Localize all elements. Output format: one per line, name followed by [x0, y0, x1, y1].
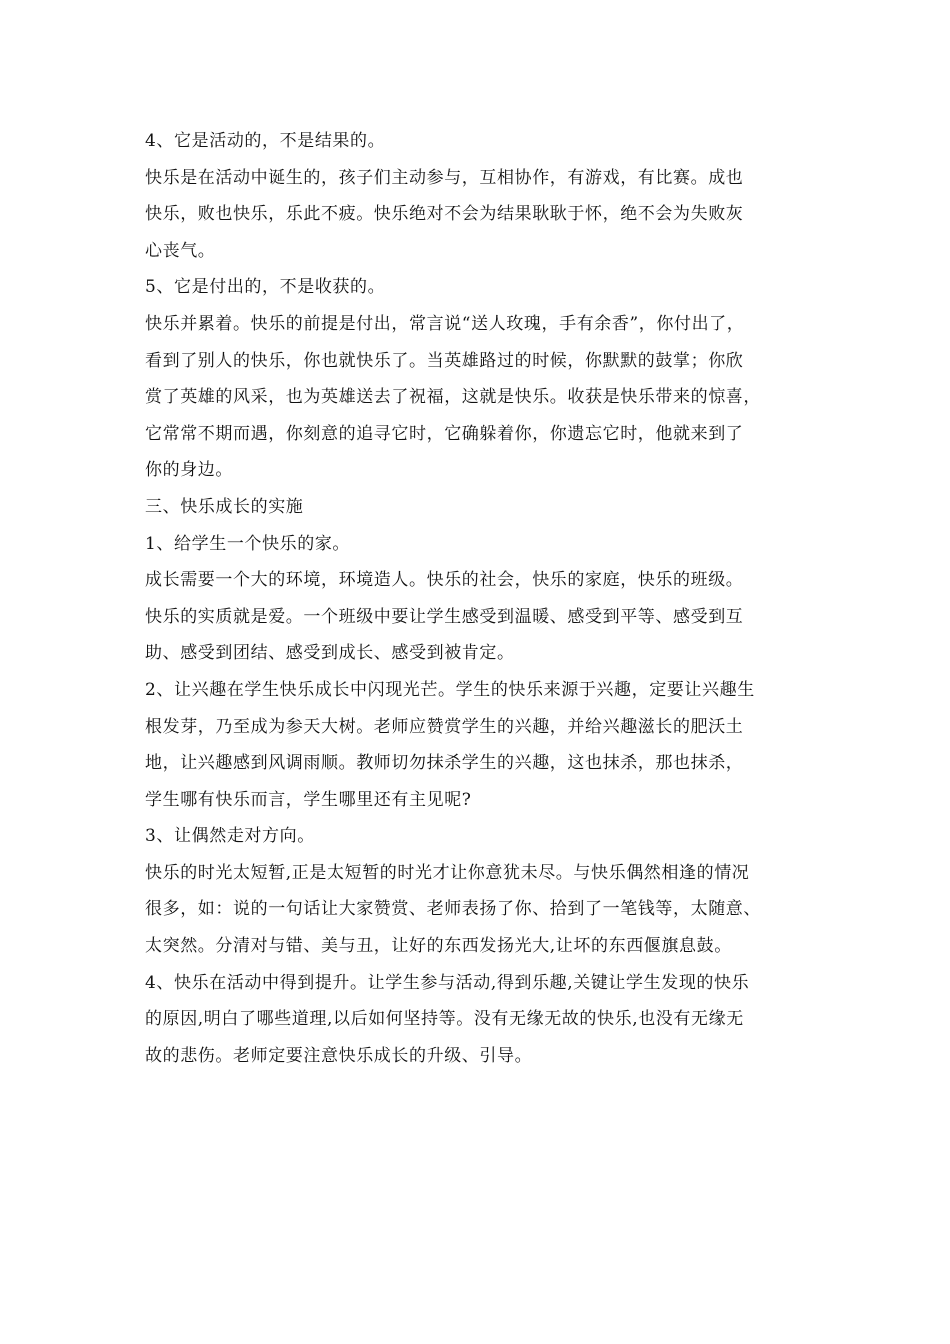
text-line: 的原因,明白了哪些道理,以后如何坚持等。没有无缘无故的快乐,也没有无缘无 — [145, 1009, 744, 1030]
text-line: 快乐的实质就是爱。一个班级中要让学生感受到温暖、感受到平等、感受到互 — [145, 606, 744, 627]
text-line: 4、快乐在活动中得到提升。让学生参与活动,得到乐趣,关键让学生发现的快乐 — [145, 972, 750, 993]
text-line: 5、它是付出的，不是收获的。 — [145, 277, 386, 298]
text-line: 3、让偶然走对方向。 — [145, 826, 315, 847]
text-line: 成长需要一个大的环境，环境造人。快乐的社会，快乐的家庭，快乐的班级。 — [145, 570, 744, 591]
text-line: 故的悲伤。老师定要注意快乐成长的升级、引导。 — [145, 1045, 533, 1066]
text-line: 快乐的时光太短暂,正是太短暂的时光才让你意犹未尽。与快乐偶然相逢的情况 — [145, 862, 750, 883]
text-line: 快乐，败也快乐，乐此不疲。快乐绝对不会为结果耿耿于怀，绝不会为失败灰 — [145, 204, 744, 225]
document-body — [145, 123, 825, 1074]
text-line: 学生哪有快乐而言，学生哪里还有主见呢? — [145, 789, 472, 810]
text-line: 心丧气。 — [145, 240, 216, 261]
text-line: 很多，如：说的一句话让大家赞赏、老师表扬了你、拾到了一笔钱等，太随意、 — [145, 899, 761, 920]
text-line: 根发芽，乃至成为参天大树。老师应赞赏学生的兴趣，并给兴趣滋长的肥沃土 — [145, 716, 744, 737]
text-line: 太突然。分清对与错、美与丑，让好的东西发扬光大,让坏的东西偃旗息鼓。 — [145, 936, 732, 957]
text-line: 赏了英雄的风采，也为英雄送去了祝福，这就是快乐。收获是快乐带来的惊喜， — [145, 387, 761, 408]
text-line: 你的身边。 — [145, 460, 233, 481]
text-line: 看到了别人的快乐，你也就快乐了。当英雄路过的时候，你默默的鼓掌；你欣 — [145, 350, 744, 371]
text-line: 地，让兴趣感到风调雨顺。教师切勿抹杀学生的兴趣，这也抹杀，那也抹杀， — [145, 753, 744, 774]
text-line: 快乐并累着。快乐的前提是付出，常言说“送人玫瑰，手有余香”，你付出了， — [145, 313, 745, 334]
text-line: 4、它是活动的，不是结果的。 — [145, 131, 386, 151]
text-line: 1、给学生一个快乐的家。 — [145, 533, 351, 554]
text-line: 它常常不期而遇，你刻意的追寻它时，它确躲着你，你遗忘它时，他就来到了 — [145, 423, 744, 444]
section-heading: 三、快乐成长的实施 — [145, 496, 304, 517]
text-line: 2、让兴趣在学生快乐成长中闪现光芒。学生的快乐来源于兴趣，定要让兴趣生 — [145, 679, 755, 700]
text-line: 助、感受到团结、感受到成长、感受到被肯定。 — [145, 643, 515, 664]
text-line: 快乐是在活动中诞生的，孩子们主动参与，互相协作，有游戏，有比赛。成也 — [145, 167, 744, 188]
